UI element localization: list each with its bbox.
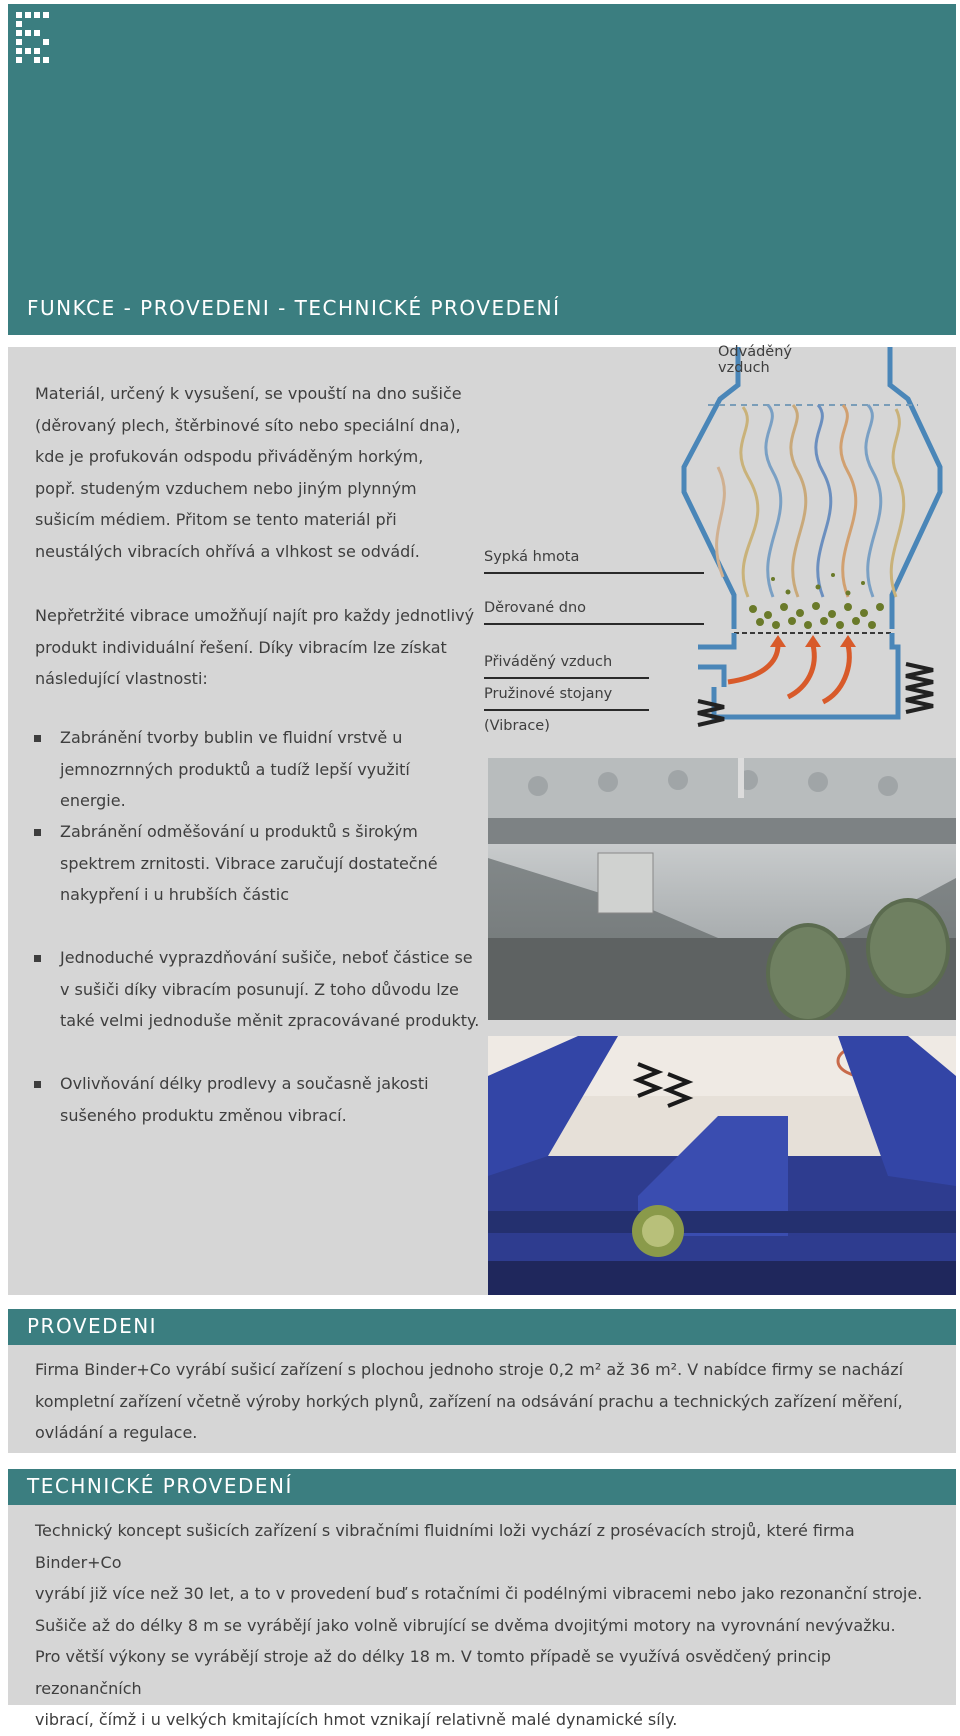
text-line: Materiál, určený k vysušení, se vpouští na dno sušiče — [35, 384, 462, 403]
binder-co-logo-icon — [16, 12, 56, 68]
text-line: také velmi jednoduše měnit zpracovávané produkty. — [60, 1011, 480, 1030]
page-title: FUNKCE - PROVEDENI - TECHNICKÉ PROVEDENÍ — [27, 296, 561, 320]
list-item — [60, 816, 480, 911]
technicke-paragraph — [35, 1515, 935, 1736]
label-line: vzduch — [718, 360, 770, 376]
bullet-icon — [34, 829, 41, 836]
bullet-icon — [34, 735, 41, 742]
text-line: Zabránění tvorby bublin ve fluidní vrstvě u — [60, 728, 403, 747]
text-line: Sušiče až do délky 8 m se vyrábějí jako volně vibrující se dvěma dvojitými motory na vyrovnání nevývažku. — [35, 1615, 896, 1635]
text-line: vyrábí již více než 30 let, a to v provedení buď s rotačními či podélnými vibracemi nebo jako rezonanční stroje. — [35, 1584, 923, 1603]
supply-air-label: Přiváděný vzduch — [484, 654, 613, 670]
dryer-photo-graphic — [488, 758, 956, 1020]
label-leader-line — [484, 677, 649, 679]
text-line: vibrací, čímž i u velkých kmitajících hmot vznikají relativně malé dynamické síly. — [35, 1710, 678, 1729]
text-line: Zabránění odměšování u produktů s širokým — [60, 822, 418, 841]
text-line: popř. studeným vzduchem nebo jiným plynným — [35, 478, 417, 498]
label-leader-line — [484, 572, 704, 574]
spring-supports-label: Pružinové stojany — [484, 686, 613, 702]
dryer-diagram — [484, 344, 956, 757]
section-title: PROVEDENI — [27, 1314, 158, 1338]
bulk-material-label: Sypká hmota — [484, 549, 580, 565]
text-line: produkt individuální řešení. Díky vibracím lze získat — [35, 637, 447, 657]
text-line: Ovlivňování délky prodlevy a současně jakosti — [60, 1074, 429, 1093]
intro-paragraph — [35, 378, 475, 567]
text-line: kde je profukován odspodu přiváděným horkým, — [35, 447, 424, 466]
text-line: Pro větší výkony se vyrábějí stroje až do délky 18 m. V tomto případě se využívá osvědčený princip rezonančních — [35, 1647, 832, 1698]
list-item — [60, 722, 480, 817]
bullet-icon — [34, 955, 41, 962]
text-line: Firma Binder+Co vyrábí sušicí zařízení s plochou jednoho stroje 0,2 m² až 36 m². V nabídce firmy se nachází — [35, 1360, 904, 1379]
text-line: sušeného produktu změnou vibrací. — [60, 1105, 347, 1125]
properties-paragraph — [35, 600, 475, 695]
label-leader-line — [484, 709, 649, 711]
perforated-bottom-label: Děrované dno — [484, 600, 587, 616]
text-line: ovládání a regulace. — [35, 1423, 198, 1442]
text-line: nakypření i u hrubších částic — [60, 885, 290, 904]
dryer-photo-blue-machine — [488, 1036, 956, 1295]
dryer-photo-graphic — [488, 1036, 956, 1295]
text-line: jemnozrnných produktů a tudíž lepší využití energie. — [60, 759, 410, 810]
vibration-label: (Vibrace) — [484, 718, 550, 734]
text-line: sušicím médiem. Přitom se tento materiál při — [35, 510, 397, 529]
text-line: neustálých vibracích ohřívá a vlhkost se odvádí. — [35, 541, 420, 561]
text-line: Technický koncept sušicích zařízení s vibračními fluidními loži vychází z prosévacích strojů, které firma Binder+Co — [35, 1521, 855, 1572]
provedeni-paragraph — [35, 1354, 935, 1449]
text-line: spektrem zrnitosti. Vibrace zaručují dostatečné — [60, 853, 438, 873]
text-line: následující vlastnosti: — [35, 669, 208, 688]
dryer-photo-underside — [488, 758, 956, 1020]
list-item — [60, 942, 480, 1037]
text-line: kompletní zařízení včetně výroby horkých plynů, zařízení na odsávání prachu a technických zařízení měření, — [35, 1391, 903, 1411]
text-line: (děrovaný plech, štěrbinové síto nebo speciální dna), — [35, 415, 461, 435]
bullet-icon — [34, 1081, 41, 1088]
section-title: TECHNICKÉ PROVEDENÍ — [27, 1474, 293, 1498]
text-line: v sušiči díky vibracím posunují. Z toho důvodu lze — [60, 979, 459, 999]
label-line: Odváděný — [718, 344, 792, 360]
list-item — [60, 1068, 480, 1131]
text-line: Jednoduché vyprazdňování sušiče, neboť částice se — [60, 948, 473, 967]
text-line: Nepřetržité vibrace umožňují najít pro každy jednotlivý — [35, 606, 475, 625]
label-leader-line — [484, 623, 704, 625]
exhaust-air-label — [718, 344, 792, 376]
header-banner — [8, 4, 956, 335]
